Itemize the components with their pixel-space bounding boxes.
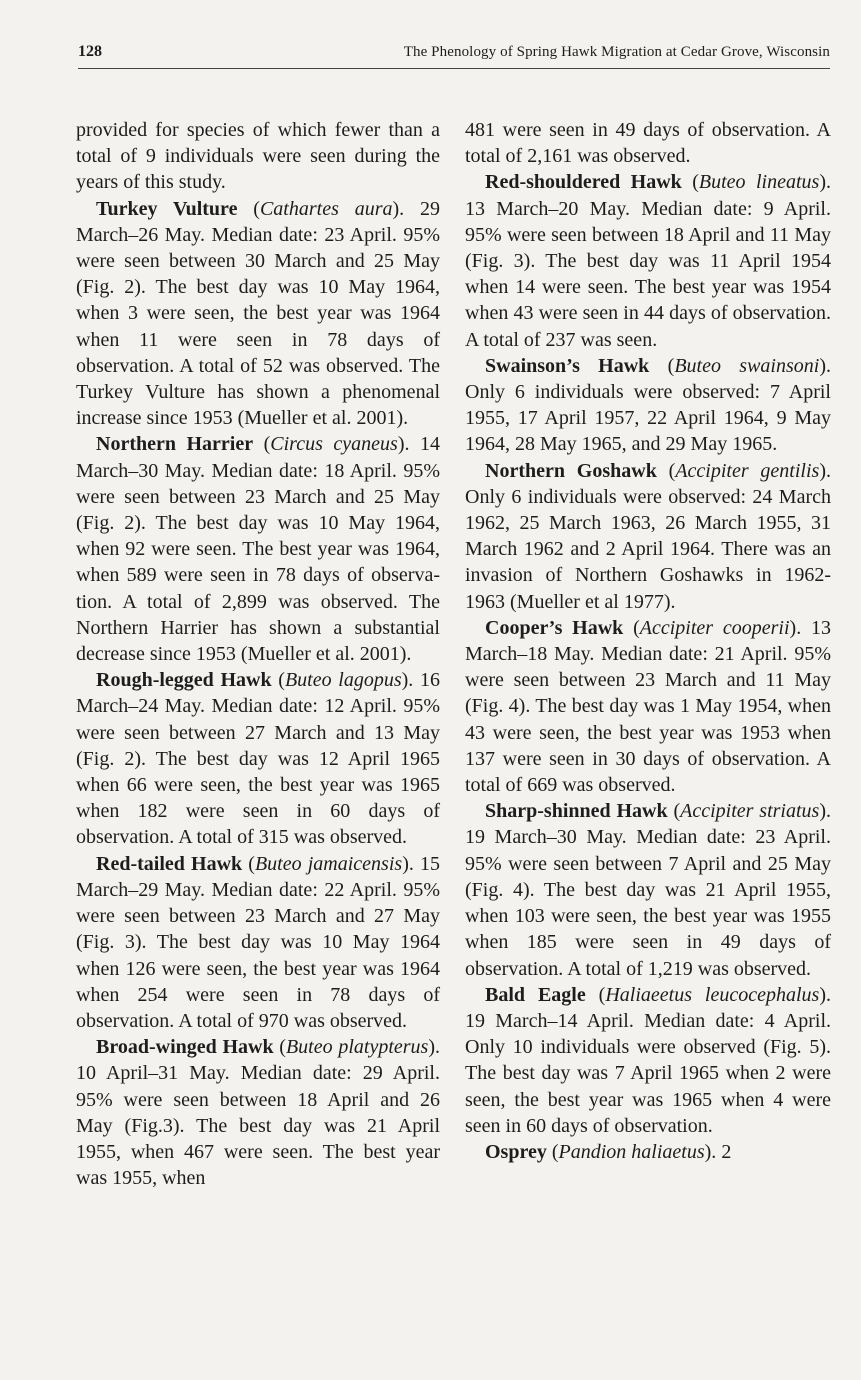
- right-column: [465, 117, 831, 1165]
- species-name: Northern Harrier: [96, 433, 254, 456]
- species-account: 29 March–26 May. Median date: 23 April. 95% were seen between 30 March and 25 May (Fig. 2). The best day was 10 May 1964, when 3 were seen, the best year was 1964 when 11 were seen in 78 days of observation. A total of 52 was observed. The Turkey Vulture has shown a phenomenal increase since 1953 (Mueller et al. 2001).: [76, 197, 440, 430]
- scientific-name: Buteo lineatus: [698, 171, 820, 194]
- species-entry: [465, 1139, 831, 1165]
- species-entry: [465, 982, 831, 1139]
- species-entry: [76, 1034, 440, 1191]
- sci-close: ).: [819, 459, 831, 482]
- species-account: 13 March–20 May. Median date: 9 April. 95% were seen between 18 April and 11 May (Fig. 3). The best day was 11 April 1954 when 14 were seen. The best year was 1954 when 43 were seen in 44 days of observation. A total of 237 was seen.: [465, 197, 831, 351]
- sci-open: (: [623, 616, 640, 639]
- page-header: [78, 40, 830, 69]
- sci-close: ).: [428, 1036, 440, 1059]
- species-name: Bald Eagle: [485, 983, 586, 1006]
- species-account: Only 6 individuals were observed: 24 March 1962, 25 March 1963, 26 March 1955, 31 March 1962 and 2 April 1964. There was an invasion of Northern Goshawks in 1962-1963 (Mueller et al 1977).: [465, 485, 831, 613]
- sci-close: ).: [401, 669, 414, 692]
- scientific-name: Pandion haliaetus: [558, 1140, 705, 1163]
- species-name: Sharp-shinned Hawk: [485, 800, 668, 823]
- species-account: 2: [716, 1140, 732, 1163]
- species-name: Turkey Vulture: [96, 197, 238, 220]
- species-account: 13 March–18 May. Median date: 21 April. 95% were seen between 23 March and 11 May (Fig. 4). The best day was 1 May 1954, when 43 were seen, the best year was 1953 when 137 were seen in 30 days of observation. A total of 669 was observed.: [465, 616, 831, 797]
- scientific-name: Accipiter cooperii: [639, 616, 790, 639]
- species-entry: [76, 851, 440, 1034]
- species-name: Red-shouldered Hawk: [485, 171, 682, 194]
- species-entry: [76, 431, 440, 667]
- sci-open: (: [271, 669, 285, 692]
- sci-open: (: [253, 433, 271, 456]
- species-account: provided for species of which fewer than a total of 9 individuals were seen during the years of this study.: [76, 119, 440, 194]
- sci-close: ).: [819, 171, 831, 194]
- sci-open: (: [546, 1140, 559, 1163]
- species-entry: [76, 667, 440, 850]
- species-name: Northern Goshawk: [485, 459, 657, 482]
- species-entry: [465, 458, 831, 615]
- sci-close: ).: [819, 354, 831, 377]
- scientific-name: Buteo lagopus: [284, 669, 402, 692]
- species-name: Rough-legged Hawk: [96, 669, 272, 692]
- sci-open: (: [237, 197, 260, 220]
- species-name: Osprey: [485, 1140, 547, 1163]
- species-entry: [465, 169, 831, 352]
- scientific-name: Accipiter striatus: [680, 800, 820, 823]
- species-account: 19 March–14 April. Median date: 4 April. Only 10 individuals were observed (Fig. 5). The best day was 7 April 1965 when 2 were seen, the best year was 1965 when 4 were seen in 60 days of observation.: [465, 1009, 831, 1137]
- species-entry: [465, 353, 831, 458]
- species-entry: [465, 117, 831, 169]
- scientific-name: Buteo swainsoni: [674, 354, 820, 377]
- species-account: 481 were seen in 49 days of observation. A total of 2,161 was observed.: [465, 119, 831, 168]
- species-entry: [465, 798, 831, 981]
- sci-open: (: [273, 1036, 286, 1059]
- species-entry: [76, 117, 440, 196]
- sci-open: (: [242, 852, 255, 875]
- sci-close: ).: [402, 852, 414, 875]
- sci-close: ).: [392, 197, 405, 220]
- scientific-name: Buteo jamaicensis: [254, 852, 403, 875]
- sci-close: ).: [819, 800, 831, 823]
- species-account: 10 April–31 May. Median date: 29 April. 95% were seen between 18 April and 26 May (Fig.3). The best day was 21 April 1955, when 467 were seen. The best year was 1955, when: [76, 1062, 440, 1190]
- sci-open: (: [681, 171, 699, 194]
- sci-close: ).: [819, 983, 831, 1006]
- species-account: 15 March–29 May. Median date: 22 April. 95% were seen between 23 March and 27 May (Fig. 3). The best day was 10 May 1964 when 126 were seen, the best year was 1964 when 254 were seen in 78 days of observation. A total of 970 was observed.: [76, 852, 440, 1032]
- sci-close: ).: [704, 1140, 717, 1163]
- species-account: 16 March–24 May. Median date: 12 April. 95% were seen between 27 March and 13 May (Fig. 2). The best day was 12 April 1965 when 66 were seen, the best year was 1965 when 182 were seen in 60 days of observation. A total of 315 was observed.: [76, 669, 440, 849]
- scientific-name: Circus cyaneus: [270, 433, 398, 456]
- scientific-name: Accipiter gentilis: [675, 459, 820, 482]
- running-title: The Phenology of Spring Hawk Migration at Cedar Grove, Wisconsin: [403, 44, 830, 60]
- species-name: Red-tailed Hawk: [96, 852, 243, 875]
- scientific-name: Haliaeetus leucocephalus: [605, 983, 820, 1006]
- species-entry: [465, 615, 831, 798]
- sci-close: ).: [789, 616, 802, 639]
- species-account: 14 March–30 May. Median date: 18 April. 95% were seen between 23 March and 25 May (Fig. 2). The best day was 10 May 1964, when 92 were seen. The best year was 1964, when 589 were seen in 78 days of observation. A total of 2,899 was observed. The Northern Harrier has shown a substantial decrease since 1953 (Mueller et al. 2001).: [76, 433, 440, 666]
- page-number: 128: [78, 43, 102, 60]
- sci-open: (: [585, 983, 606, 1006]
- sci-open: (: [656, 459, 676, 482]
- sci-open: (: [649, 354, 675, 377]
- sci-open: (: [667, 800, 681, 823]
- species-account: 19 March–30 May. Median date: 23 April. 95% were seen between 7 April and 25 May (Fig. 4). The best day was 21 April 1955, when 103 were seen, the best year was 1955 when 185 were seen in 49 days of observation. A total of 1,219 was observed.: [465, 826, 831, 980]
- species-name: Broad-winged Hawk: [96, 1036, 274, 1059]
- sci-close: ).: [397, 433, 410, 456]
- scientific-name: Buteo platypterus: [285, 1036, 429, 1059]
- species-name: Cooper’s Hawk: [485, 616, 624, 639]
- left-column: [76, 117, 440, 1191]
- species-entry: [76, 196, 440, 432]
- species-account: Only 6 individuals were observed: 7 April 1955, 17 April 1957, 22 April 1964, 9 May 1964, 28 May 1965, and 29 May 1965.: [465, 381, 831, 456]
- species-name: Swainson’s Hawk: [485, 354, 650, 377]
- scientific-name: Cathartes aura: [259, 197, 393, 220]
